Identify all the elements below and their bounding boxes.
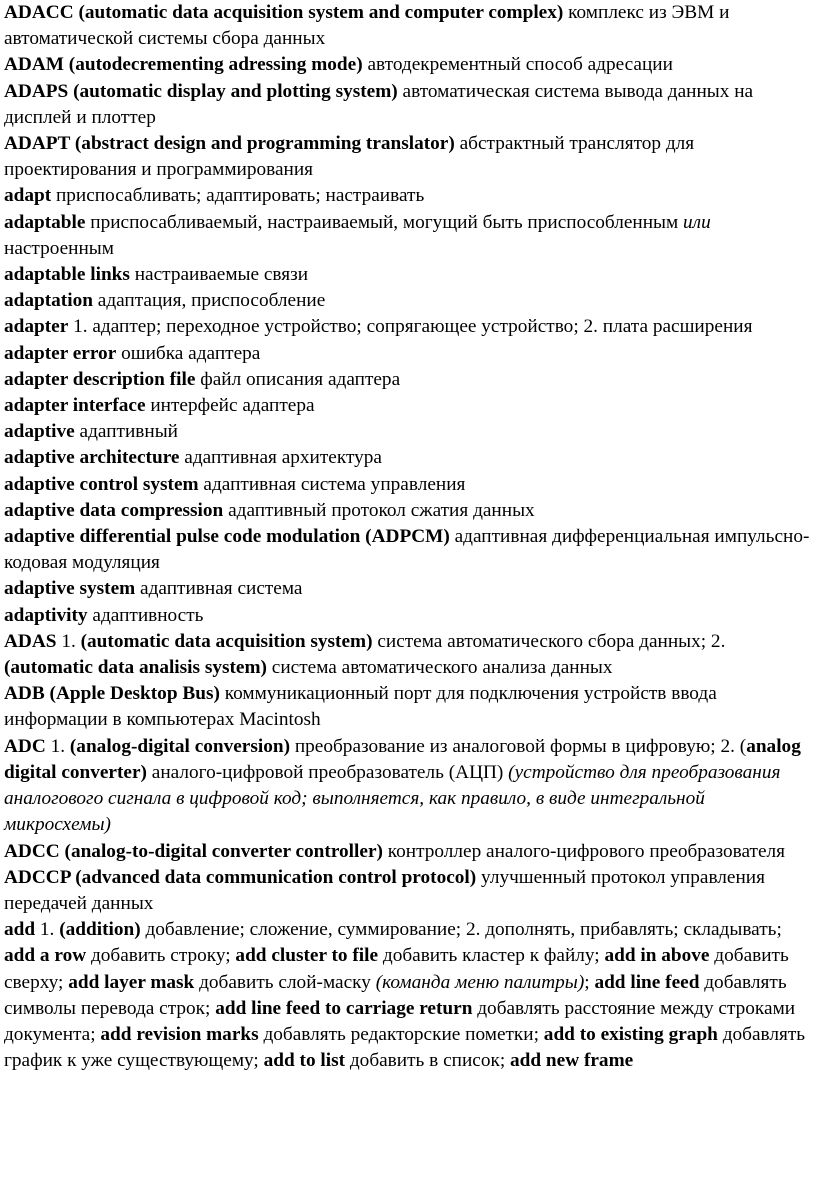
dictionary-entry	[4, 419, 810, 445]
entry-definition: приспосабливаемый, настраиваемый, могущий быть приспособленным	[85, 211, 684, 233]
entry-definition: добавить сверху;	[4, 945, 789, 993]
entry-term: (analog-digital conversion)	[69, 735, 291, 757]
entry-definition: адаптивная система	[135, 578, 303, 600]
entry-definition: файл описания адаптера	[195, 368, 401, 390]
entry-definition: адаптивная система управления	[198, 473, 466, 495]
entry-term: add cluster to file	[235, 945, 379, 967]
entry-term: add line feed to carriage return	[215, 997, 473, 1019]
entry-term: adaptive	[4, 421, 75, 443]
entry-term: adapter interface	[4, 395, 146, 417]
entry-term: ADB (Apple Desktop Bus)	[4, 683, 220, 705]
entry-definition: добавлять редакторские пометки;	[258, 1023, 544, 1045]
entry-term: ADAPS (automatic display and plotting system)	[4, 80, 398, 102]
dictionary-entry	[4, 917, 810, 1074]
entry-term: add to list	[263, 1050, 346, 1072]
entry-note: или	[683, 211, 711, 233]
entry-definition: ;	[584, 971, 595, 993]
entry-definition: улучшенный протокол управления передачей данных	[4, 866, 765, 914]
dictionary-entry	[4, 865, 810, 917]
entry-definition: преобразование из аналоговой формы в цифровую; 2. (	[290, 735, 747, 757]
entry-term: ADCCP (advanced data communication control protocol)	[4, 866, 477, 888]
entry-definition: настроенным	[4, 237, 114, 259]
entry-definition: добавить кластер к файлу;	[378, 945, 605, 967]
dictionary-entry	[4, 524, 810, 576]
entry-definition: 1.	[56, 630, 81, 652]
entry-definition: 1. адаптер; переходное устройство; сопрягающее устройство; 2. плата расширения	[68, 316, 753, 338]
dictionary-entry	[4, 210, 810, 262]
entry-term: adapter description file	[4, 368, 196, 390]
entry-definition: адаптивный протокол сжатия данных	[223, 499, 535, 521]
entry-definition: контроллер аналого-цифрового преобразователя	[382, 840, 786, 862]
entry-term: adaptivity	[4, 604, 88, 626]
entry-term: (automatic data analisis system)	[4, 657, 267, 679]
entry-term: adaptive control system	[4, 473, 199, 495]
entry-definition: система автоматического анализа данных	[266, 657, 613, 679]
entry-term: ADACC (automatic data acquisition system and computer complex)	[4, 2, 564, 23]
dictionary-entry	[4, 288, 810, 314]
entry-term: ADAM (autodecrementing adressing mode)	[4, 54, 363, 76]
entry-term: adaptive differential pulse code modulation (ADPCM)	[4, 526, 450, 548]
entry-definition: система автоматического сбора данных; 2.	[372, 630, 726, 652]
entry-term: adapter error	[4, 342, 117, 364]
dictionary-entry	[4, 472, 810, 498]
entry-definition: 1.	[35, 919, 60, 941]
entry-definition: добавлять символы перевода строк;	[4, 971, 787, 1019]
dictionary-entry	[4, 734, 810, 839]
entry-term: add to existing graph	[543, 1023, 718, 1045]
dictionary-entry	[4, 341, 810, 367]
dictionary-entry	[4, 0, 810, 52]
entry-term: adaptive data compression	[4, 499, 224, 521]
entry-definition: добавлять расстояние между строками документа;	[4, 997, 796, 1045]
entry-term: adaptable	[4, 211, 86, 233]
entry-definition: 1.	[45, 735, 70, 757]
dictionary-entry	[4, 314, 810, 340]
entry-term: add layer mask	[68, 971, 195, 993]
entry-definition: адаптивная дифференциальная импульсно-кодовая модуляция	[4, 526, 810, 574]
entry-term: add in above	[604, 945, 710, 967]
entry-definition: адаптация, приспособление	[92, 290, 326, 312]
entry-definition: приспосабливать; адаптировать; настраивать	[51, 185, 425, 207]
dictionary-entry	[4, 603, 810, 629]
entry-note: (команда меню палитры)	[375, 971, 585, 993]
dictionary-entry	[4, 629, 810, 681]
entry-definition: настраиваемые связи	[129, 264, 309, 286]
entry-term: ADAS	[4, 630, 57, 652]
dictionary-entry	[4, 839, 810, 865]
dictionary-entry	[4, 576, 810, 602]
entry-term: add revision marks	[100, 1023, 259, 1045]
entry-note: (устройство для преобразования аналогового сигнала в цифровой код; выполняется, как правило, в виде интегральной микросхемы)	[4, 761, 781, 836]
dictionary-entry	[4, 52, 810, 78]
entry-definition: автодекрементный способ адресации	[362, 54, 673, 76]
entry-definition: добавлять график к уже существующему;	[4, 1023, 806, 1072]
entry-definition: адаптивная архитектура	[179, 447, 382, 469]
dictionary-entry	[4, 681, 810, 733]
entry-definition: интерфейс адаптера	[145, 395, 315, 417]
entry-definition: ошибка адаптера	[116, 342, 261, 364]
entry-definition: добавление; сложение, суммирование; 2. дополнять, прибавлять; складывать;	[140, 919, 782, 941]
entry-term: add	[4, 919, 36, 941]
dictionary-entry	[4, 367, 810, 393]
entry-definition: добавить в список;	[345, 1050, 511, 1072]
entry-definition: абстрактный транслятор для проектирования и программирования	[4, 133, 695, 181]
dictionary-entry	[4, 262, 810, 288]
entry-definition: автоматическая система вывода данных на дисплей и плоттер	[4, 80, 754, 128]
entry-term: adaptation	[4, 290, 93, 312]
entry-term: ADC	[4, 735, 46, 757]
entry-definition: аналого-цифровой преобразователь (АЦП)	[146, 761, 509, 783]
entry-term: adapt	[4, 185, 52, 207]
entry-term: adaptive architecture	[4, 447, 180, 469]
entry-term: adapter	[4, 316, 69, 338]
entry-definition: адаптивный	[74, 421, 178, 443]
entry-term: adaptable links	[4, 264, 130, 286]
entry-definition: добавить слой-маску	[194, 971, 376, 993]
entry-term: analog digital converter)	[4, 735, 801, 783]
dictionary-entry	[4, 131, 810, 183]
entry-term: adaptive system	[4, 578, 136, 600]
dictionary-entry	[4, 445, 810, 471]
dictionary-entry	[4, 183, 810, 209]
entry-term: ADCC (analog-to-digital converter controller)	[4, 840, 383, 862]
dictionary-entry	[4, 393, 810, 419]
entry-term: (automatic data acquisition system)	[80, 630, 373, 652]
entry-term: add line feed	[594, 971, 700, 993]
entry-definition: комплекс из ЭВМ и автоматической системы сбора данных	[4, 2, 730, 50]
entry-term: add a row	[4, 945, 87, 967]
entry-term: (addition)	[59, 919, 141, 941]
entry-term: ADAPT (abstract design and programming translator)	[4, 133, 455, 155]
entry-definition: адаптивность	[87, 604, 204, 626]
dictionary-entry	[4, 79, 810, 131]
entry-definition: коммуникационный порт для подключения устройств ввода информации в компьютерах Macintosh	[4, 683, 717, 731]
dictionary-entry	[4, 498, 810, 524]
entry-term: add new frame	[510, 1050, 634, 1072]
entry-definition: добавить строку;	[86, 945, 236, 967]
